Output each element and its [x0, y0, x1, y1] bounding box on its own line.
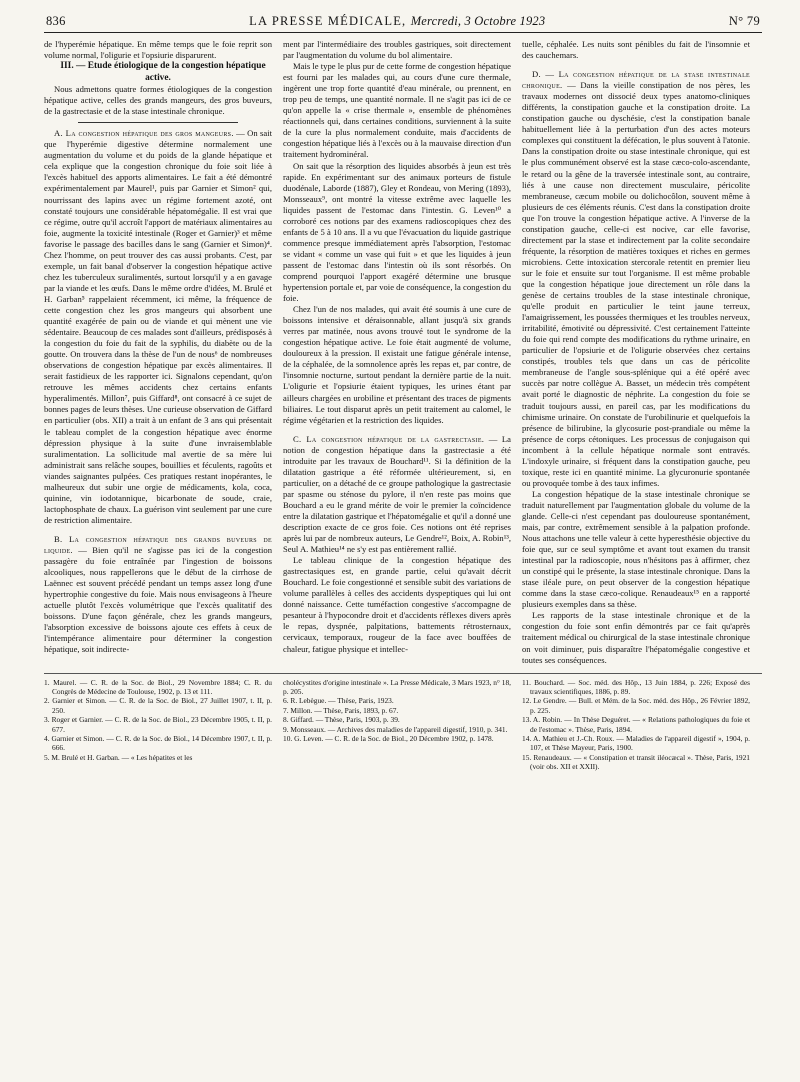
header-rule: [44, 32, 762, 33]
issue-number: N° 79: [728, 14, 760, 28]
paragraph: La congestion hépatique de la stase intestinale chronique se traduit naturellement par l'augmentation globale du volume de la glande. Celle-ci n'est cependant pas douloureuse spontanément, mais, par contre, extrêmement sensible à la palpation profonde. Nous attachons une telle valeur à cette hyperesthésie objective du foie que, sur ce seul symptôme et avant tout examen du transit intestinal par la radioscopie, nous n'hésitons pas à affirmer, chez un constipé qui le présente, la stase intestinale chronique. Dans la stase iléale pure, on peut observer de la congestion hépatique comme dans la stase cæco-colique. Renaudeaux¹⁵ en a rapporté plusieurs exemples dans sa thèse.: [522, 488, 750, 610]
subsection-text: — Dans la vieille constipation de nos pères, les travaux modernes ont dissocié deux types anatomo-cliniques différents, la constipation gauche et la constipation droite. La constipation gauche ou dyschésie, c'est la constipation banale habituellement liée à la perturbation d'un des actes moteurs complexes qui constituent la défécation, le plus souvent à l'atonie. Dans la constipation droite ou stase intestinale chronique, qui est le plus communément observé est la stase cæco-colo-ascendante, le retard ou la gêne de la traversée intestinale sont, au contraire, liés à une cause non directement musculaire, péricolite membraneuse, cæcum mobile ou dolichocôlon, souvent même à plusieurs de ces éléments réunis. C'est dans la constipation droite que l'on trouve la congestion hépatique active. A l'inverse de la constipation gauche, celle-ci est nocive, car elle favorise, directement par la stase et indirectement par la colite secondaire fréquente, la résorption de matières toxiques et riches en germes microbiens. Cette intoxication stercorale retentit en premier lieu sur le foie et ensuite sur tout l'organisme. Il est même probable que la congestion hépatique joue directement un rôle dans la genèse de certains troubles de la stase intestinale chronique, qu'elle produit en particulier le teint jaune terreux, l'amaigrissement, les poussées thermiques et les troubles nerveux, irritabilité, émotivité ou dépressivité. C'est certainement l'atteinte du foie qui rend compte des modifications du rythme urinaire, en particulier de l'opsiurie et de l'oligurie observées chez certains constipés, troubles tels que dans un cas de péricolite membraneuse de l'angle sous-splénique qui a été opéré avec succès par notre collègue A. Basset, un médecin très compétent avait porté le diagnostic de néphrite. La congestion du foie se traduit toujours aussi, en pareil cas, par les modifications du chimisme urinaire. On constate de l'urobilinurie et quelquefois la présence de bilirubine, la glycosurie post-prandiale ou même la présence de corps cétoniques. Les processus de conjugaison qui incombent à la cellule hépatique normale sont entravés. L'indoxyle urinaire, si fréquent dans la constipation gauche, peu toxique, reste ici en quantité minime. La glycuronurie spontanée ou provoquée tombe à des taux infimes.: [522, 80, 750, 488]
footnote: 11. Bouchard. — Soc. méd. des Hôp., 13 Juin 1884, p. 226; Exposé des travaux scientifiques, 1886, p. 89.: [522, 677, 750, 697]
footnotes-middle: [283, 678, 511, 772]
journal-name: LA PRESSE MÉDICALE,: [249, 14, 407, 28]
section-heading: III. — Etude étiologique de la congestion hépatique active.: [60, 61, 266, 83]
footnote: 7. Millon. — Thèse, Paris, 1893, p. 67.: [283, 705, 399, 715]
footnote: 15. Renaudeaux. — « Constipation et transit iléocæcal ». Thèse, Paris, 1921 (voir obs. XII et XXII).: [522, 752, 750, 772]
paragraph: On sait que la résorption des liquides absorbés à jeun est très rapide. En expérimentant sur des animaux porteurs de fistule duodénale, Laborde (1887), Gley et Rondeau, von Mering (1893), Monsseaux⁹, ont montré la vitesse extrême avec laquelle les liquides passent de l'estomac dans l'intestin. G. Leven¹⁰ a corroboré ces notions par des examens radioscopiques chez des enfants de 5 à 10 ans. Il a vu que l'évacuation du liquide gastrique commence presque immédiatement après l'absorption, l'estomac se vidant « comme un vase qui fuit » et que les liquides à jeun passent de l'estomac dans l'intestin où ils sont résorbés. On comprend pourquoi l'apport exagéré détermine une brusque hypertension portale et, par voie de conséquence, la congestion du foie.: [283, 160, 511, 304]
footnote: 13. A. Robin. — In Thèse Deguéret. — « Relations pathologiques du foie et de l'estomac ». Thèse, Paris, 1894.: [522, 715, 750, 734]
footnote: 14. A. Mathieu et J.-Ch. Roux. — Maladies de l'appareil digestif », 1904, p. 107, et Thèse Mayeur, Paris, 1900.: [522, 734, 750, 753]
subsection-label: C. La congestion hépatique de la gastrectasie.: [293, 433, 485, 444]
footnote: 9. Monsseaux. — Archives des maladies de l'appareil digestif, 1910, p. 341.: [283, 724, 508, 734]
footnote: 12. Le Gendre. — Bull. et Mém. de la Soc. méd. des Hôp., 26 Février 1892, p. 225.: [522, 696, 750, 715]
subsection-text: — Bien qu'il ne s'agisse pas ici de la congestion passagère du foie entraînée par l'ingestion de boissons alcooliques, nous rappellerons que le début de la cirrhose de Laënnec est souvent précédé pendant un temps assez long d'une hypertrophie congestive du foie. Mais nous envisageons à l'heure actuelle plutôt l'excès volumétrique que l'excès qualitatif des boissons. D'une façon générale, chez les grands mangeurs, l'absorption excessive de boissons ajoute ces effets à ceux de l'intempérance alimentaire pour déterminer la congestion hépatique, soit indirecte-: [44, 544, 272, 655]
paragraph: Nous admettons quatre formes étiologiques de la congestion hépatique active, celles des grands mangeurs, des gros buveurs, de la gastrectasie et de la stase intestinale chronique.: [44, 84, 272, 117]
article-body: [44, 39, 762, 666]
footnote-rule: [44, 673, 762, 674]
footnote: 6. R. Lebègue. — Thèse, Paris, 1923.: [283, 696, 394, 706]
footnote: 3. Roger et Garnier. — C. R. de la Soc. de Biol., 23 Décembre 1905, t. II, p. 677.: [44, 715, 272, 734]
paragraph: tuelle, céphalée. Les nuits sont pénibles du fait de l'insomnie et des cauchemars.: [522, 39, 750, 61]
divider: [78, 122, 238, 123]
spacer: [44, 526, 272, 534]
footnotes-left: [44, 678, 272, 772]
footnote: 1. Maurel. — C. R. de la Soc. de Biol., 29 Novembre 1884; C. R. du Congrès de Médecine de Toulouse, 1902, p. 13 et 111.: [44, 677, 272, 697]
running-header: [44, 14, 762, 32]
subsection-a: [44, 128, 272, 526]
footnote: 2. Garnier et Simon. — C. R. de la Soc. de Biol., 27 Juillet 1907, t. II, p. 250.: [44, 696, 272, 715]
footnote: 4. Garnier et Simon. — C. R. de la Soc. de Biol., 14 Décembre 1907, t. II, p. 666.: [44, 734, 272, 753]
footnote: 5. M. Brulé et H. Garban. — « Les hépatites et les: [44, 752, 193, 762]
subsection-label: D. — La congestion hépatique de la stase intestinale chronique.: [522, 69, 750, 91]
subsection-b: [44, 534, 272, 656]
subsection-text: — On sait que l'hyperémie digestive détermine normalement une augmentation du volume et du poids de la glande hépatique et cela explique que la congestion chronique du foie soit liée à l'excès habituel des apports alimentaires. Le fait a été démontré expérimentalement par Maurel¹, puis par Garnier et Simon² qui, nourrissant des lapins avec un régime fortement azoté, ont constaté toujours une considérable hépatomégalie. Il est vrai que ce régime, outre qu'il accroît l'apport de matériaux alimentaires au foie, augmente la toxicité intestinale (Roger et Garnier)³ et même favorise le passage des bacilles dans le sang (Garnier et Simon)⁴. Chez l'homme, on peut trouver des cas aussi probants. C'est, par exemple, un fait banal d'observer la congestion hépatique active chez les tuberculeux suralimentés, surtout lorsqu'il y a en gavage par la viande et les œufs. Dans le même ordre d'idées, M. Brulé et H. Garban⁵ rappelaient récemment, ici même, la fréquence de cette congestion chez les gros mangeurs qui absorbent une quantité exagérée de pain ou de viande et qui mènent une vie sédentaire. Beaucoup de ces malades sont d'ailleurs, prédisposés à la congestion du foie du fait de la syphilis, du diabète ou de la goutte. On trouvera dans la thèse de l'un de nous⁶ de nombreuses observations de congestion hépatique par excès alimentaires. Il serait fastidieux de les rapporter ici. Signalons cependant, qu'on retrouve les mêmes accidents chez certains enfants hyperalimentés. Millon⁷, puis Giffard⁸, ont consacré à ce sujet de bonnes pages de leurs thèses. Une curieuse observation de Giffard en particulier (obs. XII) a trait à un enfant de 3 ans qui présentait le tableau complet de la congestion hépatique avec énorme dépression physique à la suite d'une invraisemblable suralimentation. La sollicitude mal avertie de sa mère lui administrait sans relâche soupes, bouillies et féculents, ragoûts et viandes saignantes pulpées. Ces pratiques restant inopérantes, le malheureux dut subir une orgie de médicaments, kola, coca, quinine, vin iodotannique, bicarbonate de soude, craie, lactophosphate de chaux. La guérison vint seulement par une cure de restriction alimentaire.: [44, 128, 272, 525]
paragraph: Le tableau clinique de la congestion hépatique des gastrectasiques est, en grande partie, celui qu'avait décrit Bouchard. Le foie congestionné et sensible subit des variations de volume parallèles à celles des accidents dyspeptiques qui lui ont donné naissance. Cette tuméfaction congestive s'accompagne de pesanteur à l'hypocondre droit et d'accidents réflexes divers après le repas, dyspnée, palpitations, battements rétrosternaux, cervicaux, temporaux, rougeur de la face avec bouffées de chaleur, fatigue physique et intellec-: [283, 555, 511, 654]
subsection-d: [522, 69, 750, 489]
issue-date: Mercredi, 3 Octobre 1923: [410, 14, 546, 28]
footnotes-right: [522, 678, 750, 772]
column-left: [44, 39, 272, 666]
spacer: [283, 426, 511, 434]
paragraph: Mais le type le plus pur de cette forme de congestion hépatique est fourni par les malades qui, au cours d'une cure thermale, ingèrent une trop forte quantité d'eau minérale, ou prennent, en trop peu de temps, une quantité normale. Il ne s'agit pas ici de ce qu'on appelle la « crise thermale », ensemble de phénomènes réactionnels qui, dans certaines conditions, surviennent à la suite de la cure la plus normalement conduite, mais d'accidents de congestion hépatique liés à l'excès ou à la mauvaise direction d'un traitement hydrominéral.: [283, 61, 511, 160]
page-number: 836: [46, 14, 66, 28]
subsection-label: B. La congestion hépatique des grands buveurs de liquide.: [44, 533, 272, 555]
column-middle: [283, 39, 511, 666]
paragraph: Chez l'un de nos malades, qui avait été soumis à une cure de boissons intensive et déraisonnable, allant jusqu'à six grands verres par matinée, nous avons trouvé tout le syndrome de la congestion hépatique active. Le foie était augmenté de volume, douloureux à la pression. Il existait une fatigue générale intense, de la céphalée, de la somnolence après les repas et, par contre, de l'insomnie nocturne, surtout pendant la dernière partie de la nuit. L'oligurie et l'opsiurie étaient typiques, les urines étant par ailleurs chargées en urobiline et présentant des traces de pigments biliaires. Le tout disparut après un petit traitement au calomel, le régime végétarien et la restriction des liquides.: [283, 304, 511, 425]
footnote: cholécystites d'origine intestinale ». La Presse Médicale, 3 Mars 1923, n° 18, p. 205.: [283, 677, 511, 697]
paragraph: Les rapports de la stase intestinale chronique et de la congestion du foie sont enfin démontrés par ce fait qu'après traitement médical ou chirurgical de la stase intestinale chronique on voit diminuer, puis disparaître l'hépatomégalie congestive et toutes ses conséquences.: [522, 610, 750, 665]
footnotes: [44, 678, 762, 772]
journal-title: [249, 14, 545, 29]
footnote: 8. Giffard. — Thèse, Paris, 1903, p. 39.: [283, 715, 400, 725]
subsection-label: A. La congestion hépatique des gros mangeurs.: [54, 128, 234, 139]
subsection-c: [283, 434, 511, 556]
spacer: [522, 61, 750, 69]
paragraph: de l'hyperémie hépatique. En même temps que le foie reprit son volume normal, l'oligurie et l'opsiurie disparurent.: [44, 39, 272, 61]
paragraph: ment par l'intermédiaire des troubles gastriques, soit directement par l'augmentation du volume du bol alimentaire.: [283, 39, 511, 61]
column-right: [522, 39, 750, 666]
subsection-text: — La notion de congestion hépatique dans la gastrectasie a été introduite par les travaux de Bouchard¹¹. Si la définition de la dilatation gastrique a été réformée ultérieurement, si, en particulier, on a détaché de ce groupe pathologique la gastrectasie par spasme ou sténose du pylore, il n'en reste pas moins que Bouchard a eu le grand mérite de voir le premier la coïncidence entre la dilatation gastrique et l'hépatomégalie et qu'il a donné une description exacte de ce gros foie. Ces notions ont été reprises après lui par de nombreux auteurs, Le Gendre¹², Boix, A. Robin¹³, Seul A. Mathieu¹⁴ ne s'y est pas entièrement rallié.: [283, 433, 511, 555]
footnote: 10. G. Leven. — C. R. de la Soc. de Biol., 20 Décembre 1902, p. 1478.: [283, 734, 494, 744]
